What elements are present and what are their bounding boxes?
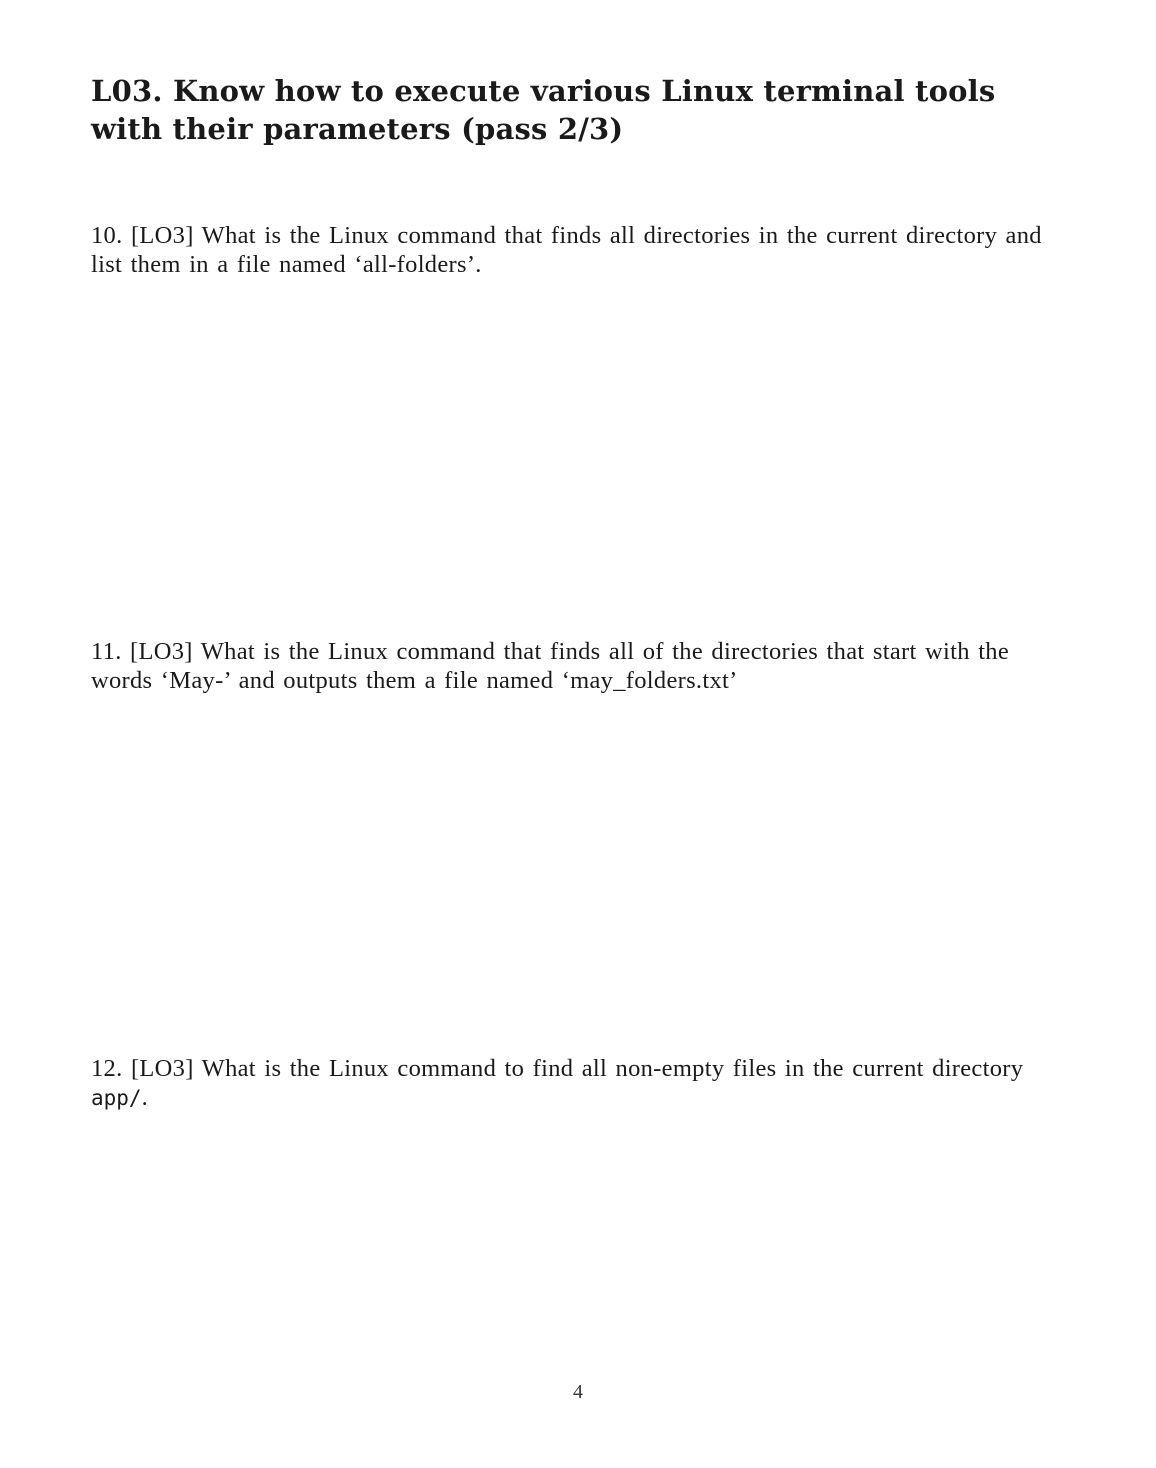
question-11: 11. [LO3] What is the Linux command that finds all of the directories that start with the words ‘May-’ and outputs them a file named ‘may_folders.txt’	[91, 638, 1010, 694]
section-title: L03. Know how to execute various Linux terminal tools with their parameters (pass 2/3)	[91, 74, 996, 146]
page-number: 4	[573, 1381, 583, 1403]
question-12-text: 12. [LO3] What is the Linux command to find all non-empty files in the current directory	[91, 1055, 1024, 1082]
question-12-period: .	[141, 1083, 149, 1111]
question-12	[91, 1055, 1051, 1112]
question-10: 10. [LO3] What is the Linux command that finds all directories in the current directory and list them in a file named ‘all-folders’.	[91, 222, 1042, 278]
question-12-code: app/	[91, 1085, 142, 1110]
